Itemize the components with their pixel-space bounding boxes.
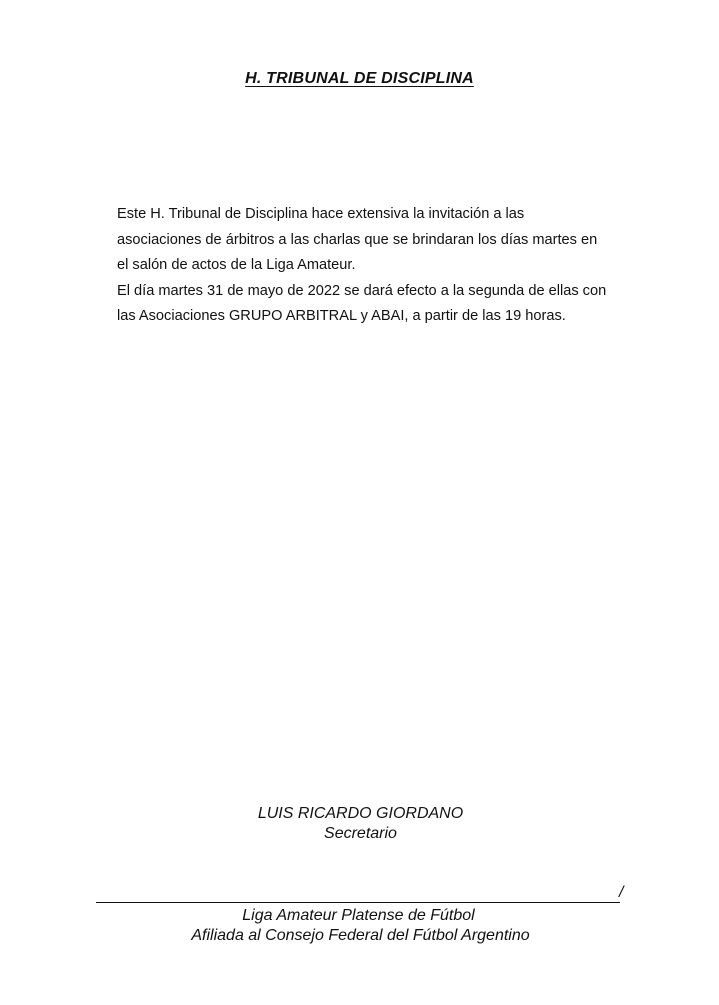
body-line: el salón de actos de la Liga Amateur. <box>117 257 356 273</box>
footer-divider <box>96 902 620 903</box>
signatory-role: Secretario <box>324 825 397 842</box>
body-line: Este H. Tribunal de Disciplina hace extensiva la invitación a las <box>117 206 525 222</box>
document-title-text: H. TRIBUNAL DE DISCIPLINA <box>245 70 474 87</box>
footer-slash-mark: / <box>619 884 624 901</box>
document-body <box>117 202 637 330</box>
footer-affiliation: Afiliada al Consejo Federal del Fútbol Argentino <box>191 927 530 944</box>
document-footer <box>0 906 719 946</box>
signature-block <box>0 804 719 844</box>
body-line: las Asociaciones GRUPO ARBITRAL y ABAI, a partir de las 19 horas. <box>117 308 566 324</box>
body-line: asociaciones de árbitros a las charlas que se brindaran los días martes en <box>117 231 598 248</box>
document-title <box>0 70 719 88</box>
footer-organization: Liga Amateur Platense de Fútbol <box>242 907 475 924</box>
body-line: El día martes 31 de mayo de 2022 se dará efecto a la segunda de ellas con <box>117 282 607 299</box>
signatory-name: LUIS RICARDO GIORDANO <box>257 805 464 822</box>
